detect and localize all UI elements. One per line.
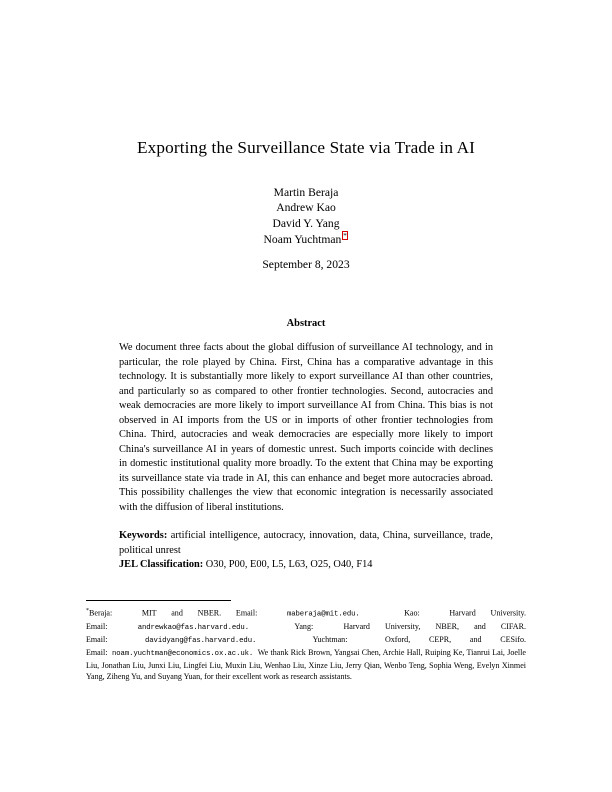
footnote-affiliations	[86, 606, 526, 682]
footnote-kao-affiliation: Harvard University. Email:	[86, 608, 526, 631]
abstract-heading: Abstract	[286, 318, 326, 329]
author-name: Noam Yuchtman	[263, 232, 342, 246]
jel-label: JEL Classification:	[119, 559, 204, 571]
publication-date: September 8, 2023	[262, 258, 350, 271]
jel-value: O30, P00, E00, L5, L63, O25, O40, F14	[205, 559, 373, 571]
abstract-text: We document three facts about the global diffusion of surveillance AI technology, and in particular, the role played by China. First, China has a comparative advantage in this technology. It is substantially more likely to export surveillance AI than other countries, and particularly so as compared to other frontier technologies. Second, autocracies and weak democracies are more likely to import surveillance AI from China. This bias is not observed in AI imports from the US or in imports of other frontier technologies from China. Third, autocracies and weak democracies are especially more likely to import China's surveillance AI in years of domestic unrest. Such imports coincide with declines in domestic institutional quality more broadly. To the extent that China may be exporting its surveillance state via trade in AI, this can enhance and beget more autocracies abroad. This possibility challenges the view that economic integration is necessarily associated with the diffusion of liberal institutions.	[119, 342, 493, 514]
keywords-and-jel	[119, 529, 493, 573]
footnote-yang-label: Yang:	[294, 621, 314, 631]
footnote-yang-email[interactable]: davidyang@fas.harvard.edu.	[145, 636, 257, 645]
footnote-yuchtman-label: Yuchtman:	[312, 634, 348, 644]
footnote-acknowledgment: We thank Rick Brown, Yangsai Chen, Archie Hall, Ruiping Ke, Tianrui Lai, Joelle Liu, Jonathan Liu, Junxi Liu, Lingfei Liu, Muxin Liu, Wenhao Liu, Xinze Liu, Jerry Qian, Wenbo Teng, Sophia Weng, Evelyn Xinmei Yang, Ziheng Yu, and Suyang Yuan, for their excellent work as research assistants.	[86, 647, 526, 682]
footnote-yang-affiliation: Harvard University, NBER, and CIFAR. Email:	[86, 621, 526, 644]
author-name: Martin Beraja	[273, 186, 339, 199]
footnote-marker-link[interactable]: *	[343, 230, 347, 240]
footnote-separator-rule	[86, 600, 231, 601]
footnote-beraja-label: Beraja:	[89, 608, 113, 618]
author-name: Andrew Kao	[276, 201, 336, 215]
footnote-kao-email[interactable]: andrewkao@fas.harvard.edu.	[137, 623, 249, 632]
keywords-label: Keywords:	[119, 530, 168, 542]
footnote-beraja-email[interactable]: maberaja@mit.edu.	[286, 610, 360, 619]
abstract-section	[119, 318, 493, 573]
page-title: Exporting the Surveillance State via Trade in AI	[137, 138, 475, 157]
footnote-beraja-affiliation: MIT and NBER. Email:	[141, 608, 258, 618]
keywords-value: artificial intelligence, autocracy, innovation, data, China, surveillance, trade, political unrest	[119, 530, 493, 556]
footnote-star: *	[86, 608, 89, 614]
jel-classification	[119, 558, 493, 573]
author-name-with-footnote	[86, 231, 526, 247]
footnote-yuchtman-affiliation: Oxford, CEPR, and CESifo. Email:	[86, 634, 526, 657]
footnote-kao-label: Kao:	[404, 608, 420, 618]
author-name: David Y. Yang	[272, 216, 340, 230]
page-content	[86, 0, 526, 792]
footnote-yuchtman-email[interactable]: noam.yuchtman@economics.ox.ac.uk.	[111, 649, 254, 658]
author-list	[86, 185, 526, 247]
